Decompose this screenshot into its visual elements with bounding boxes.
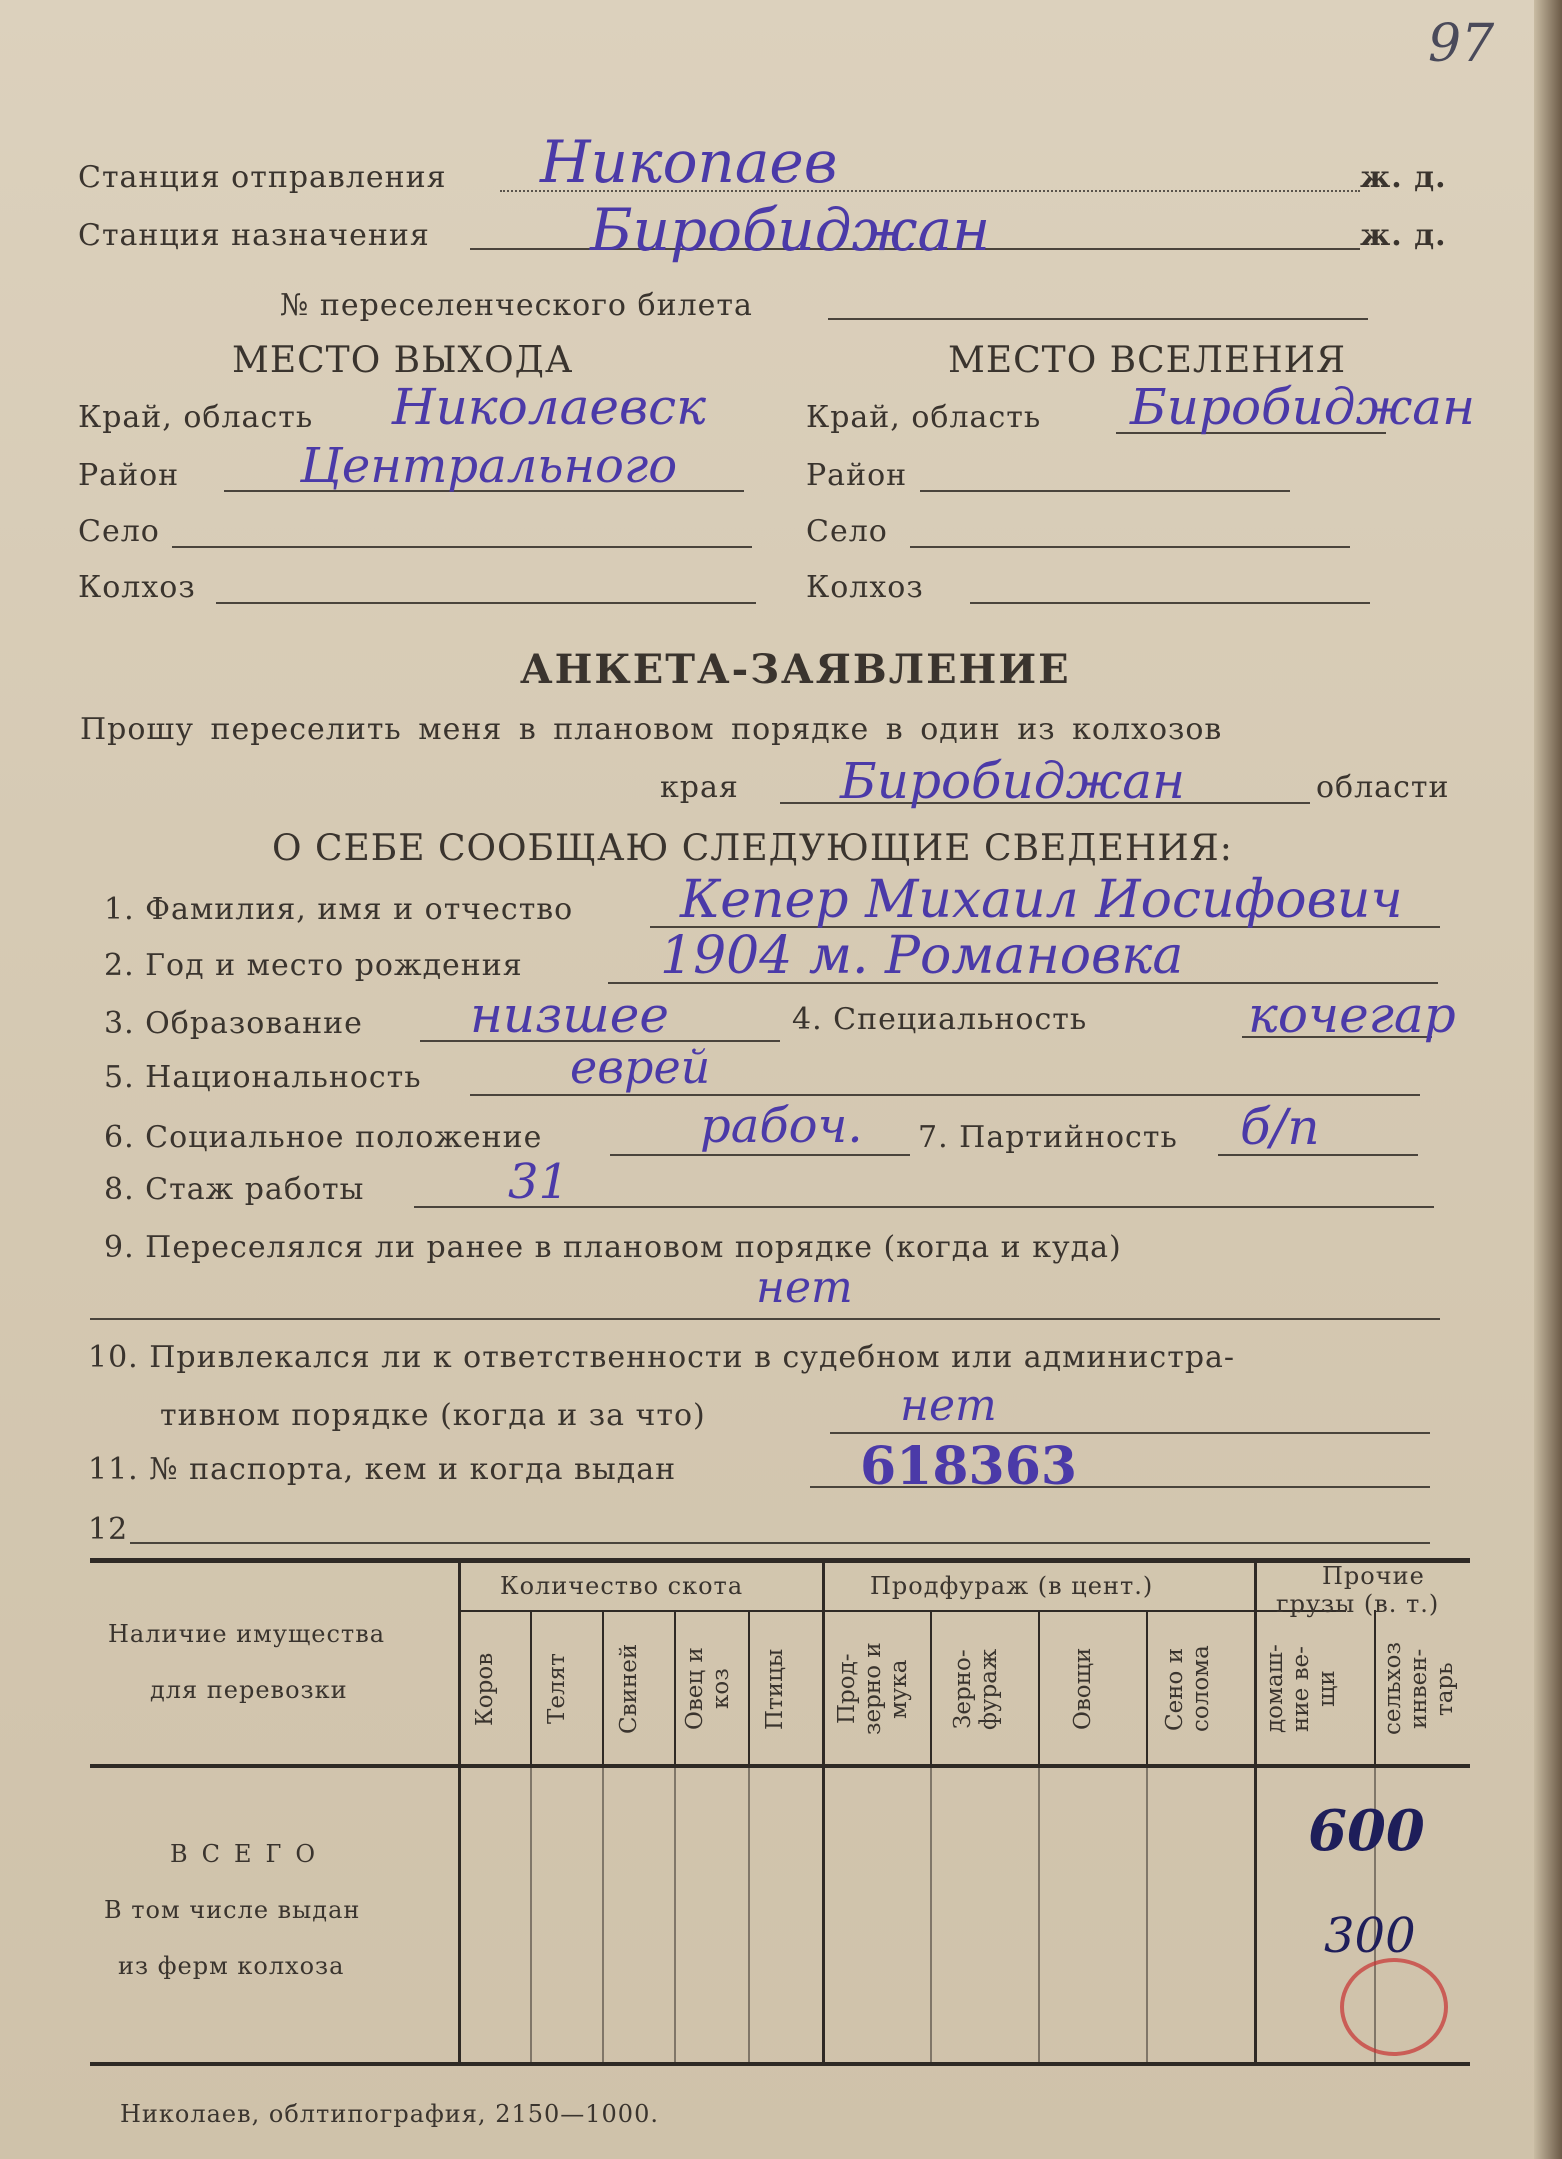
destination-value: Биробиджан (590, 196, 991, 264)
household-goods-value: 600 (1308, 1798, 1425, 1864)
household-goods-value-2: 300 (1324, 1908, 1416, 1964)
destination-label: Станция назначения (78, 218, 430, 253)
request-oblasti: области (1316, 770, 1450, 805)
field-10-line (830, 1432, 1430, 1434)
form-title: АНКЕТА-ЗАЯВЛЕНИЕ (520, 646, 1071, 693)
origin-village-label: Село (78, 514, 160, 549)
col-household-goods: домаш- ние ве- щи (1262, 1644, 1340, 1734)
field-7-label: 7. Партийность (918, 1120, 1178, 1155)
ticket-line (828, 318, 1368, 320)
destination-village-label: Село (806, 514, 888, 549)
col-poultry: Птицы (762, 1648, 788, 1730)
field-5-label: 5. Национальность (104, 1060, 422, 1095)
origin-region-label: Край, область (78, 400, 314, 435)
origin-kolkhoz-label: Колхоз (78, 570, 196, 605)
request-line-1: Прошу переселить меня в плановом порядке в один из колхозов (80, 712, 1223, 747)
destination-heading: МЕСТО ВСЕЛЕНИЯ (948, 340, 1347, 381)
destination-region-value: Биробиджан (1130, 378, 1476, 436)
field-9-value: нет (756, 1262, 853, 1313)
origin-district-value: Центрального (300, 438, 678, 494)
field-5-line (470, 1094, 1420, 1096)
destination-district-label: Район (806, 458, 908, 493)
field-4-value: кочегар (1248, 986, 1456, 1044)
field-9-label: 9. Переселялся ли ранее в плановом порядке (когда и куда) (104, 1230, 1122, 1265)
col-sheep-goats: Овец и коз (682, 1647, 734, 1731)
col-vegetables: Овощи (1070, 1647, 1096, 1731)
col-calves: Телят (544, 1653, 570, 1725)
field-1-value: Кепер Михаил Иосифович (680, 870, 1403, 930)
request-kraya: края (660, 770, 739, 805)
field-3-value: низшее (470, 986, 669, 1044)
origin-heading: МЕСТО ВЫХОДА (232, 340, 574, 381)
destination-kolkhoz-label: Колхоз (806, 570, 924, 605)
ticket-label: № переселенческого билета (280, 288, 753, 323)
issued-label-b: из ферм колхоза (118, 1952, 345, 1980)
field-12-label: 12 (88, 1512, 129, 1547)
field-3-label: 3. Образование (104, 1006, 363, 1041)
row-header-a: Наличие имущества (108, 1620, 386, 1648)
issued-label-a: В том числе выдан (104, 1896, 361, 1924)
page-edge (1534, 0, 1562, 2159)
col-farm-equipment: сельхоз инвен- тарь (1380, 1642, 1458, 1736)
footer-printer: Николаев, облтипография, 2150—1000. (120, 2100, 659, 2128)
field-6-label: 6. Социальное положение (104, 1120, 543, 1155)
col-pigs: Свиней (616, 1643, 642, 1735)
col-grain-fodder: Зерно- фураж (950, 1648, 1002, 1730)
field-4-label: 4. Специальность (792, 1002, 1088, 1037)
field-10-value: нет (900, 1380, 997, 1431)
field-11-label: 11. № паспорта, кем и когда выдан (88, 1452, 677, 1487)
departure-value: Никопаев (540, 128, 838, 196)
property-table (90, 1558, 1470, 2066)
red-mark (1340, 1958, 1448, 2056)
field-10-label-b: тивном порядке (когда и за что) (160, 1398, 706, 1433)
field-9-line (90, 1318, 1440, 1320)
field-6-value: рабоч. (700, 1098, 863, 1154)
origin-district-label: Район (78, 458, 180, 493)
field-11-value: 618363 (860, 1436, 1078, 1497)
field-12-line (130, 1542, 1430, 1544)
request-value: Биробиджан (840, 752, 1186, 810)
field-6-line (610, 1154, 910, 1156)
group-other-b: грузы (в. т.) (1276, 1590, 1440, 1618)
departure-rail-suffix: ж. д. (1360, 160, 1447, 195)
origin-kolkhoz-line (216, 602, 756, 604)
col-cows: Коров (472, 1652, 498, 1726)
group-other-a: Прочие (1322, 1562, 1425, 1590)
total-label: ВСЕГО (170, 1840, 330, 1868)
destination-region-label: Край, область (806, 400, 1042, 435)
field-1-label: 1. Фамилия, имя и отчество (104, 892, 574, 927)
origin-region-value: Николаевск (392, 378, 706, 436)
field-10-label-a: 10. Привлекался ли к ответственности в судебном или администра- (88, 1340, 1236, 1375)
group-fodder: Продфураж (в цент.) (870, 1572, 1154, 1600)
row-header-b: для перевозки (150, 1676, 348, 1704)
info-heading: О СЕБЕ СООБЩАЮ СЛЕДУЮЩИЕ СВЕДЕНИЯ: (272, 828, 1233, 869)
destination-district-line (920, 490, 1290, 492)
field-5-value: еврей (570, 1040, 711, 1094)
field-8-value: 31 (508, 1154, 570, 1210)
field-2-value: 1904 м. Романовка (660, 926, 1184, 986)
col-hay-straw: Сено и солома (1162, 1645, 1214, 1733)
origin-village-line (172, 546, 752, 548)
departure-label: Станция отправления (78, 160, 447, 195)
destination-village-line (910, 546, 1350, 548)
field-7-value: б/п (1240, 1098, 1320, 1156)
field-2-label: 2. Год и место рождения (104, 948, 523, 983)
group-livestock: Количество скота (500, 1572, 744, 1600)
destination-rail-suffix: ж. д. (1360, 218, 1447, 253)
destination-kolkhoz-line (970, 602, 1370, 604)
col-grain-flour: Прод- зерно и мука (834, 1642, 912, 1736)
page-number: 97 (1428, 14, 1495, 74)
field-8-label: 8. Стаж работы (104, 1172, 365, 1207)
